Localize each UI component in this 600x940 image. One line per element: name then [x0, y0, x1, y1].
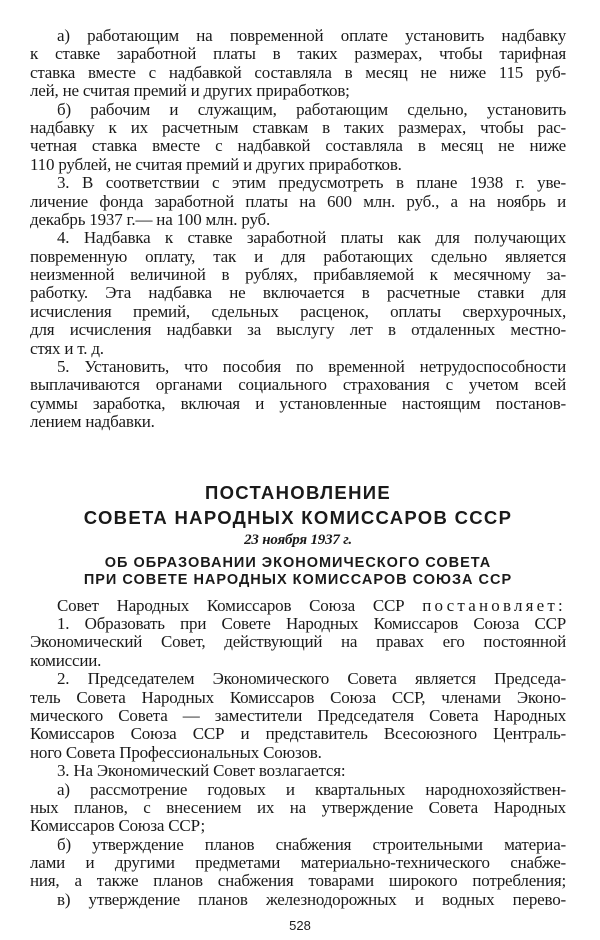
- text-line: четная ставка вместе с надбавкой составляла в месяц не ниже: [30, 136, 566, 156]
- page-number: 528: [289, 918, 311, 933]
- heading-title-line2: СОВЕТА НАРОДНЫХ КОМИССАРОВ СССР: [83, 506, 513, 528]
- text-line: Комиссаров Союза ССР;: [30, 816, 205, 836]
- text-line: а) работающим на повременной оплате установить надбавку: [57, 26, 566, 45]
- decree-heading: [30, 480, 566, 589]
- text-line: повременную оплату, так и для работающих сдельно является: [30, 246, 566, 266]
- text-line: в) утверждение планов железнодорожных и водных перево-: [57, 889, 566, 909]
- text-line: б) утверждение планов снабжения строительными материа-: [57, 834, 566, 854]
- heading-title-line1: ПОСТАНОВЛЕНИЕ: [205, 481, 391, 503]
- section-economic-council: [30, 597, 566, 910]
- text-line: тель Совета Народных Комиссаров Союза ССР, членами Эконо-: [30, 687, 566, 707]
- text-line: неизменной величиной в рублях, прибавляемой к месячному за-: [30, 265, 566, 285]
- text-line: 4. Надбавка к ставке заработной платы как для получающих: [57, 228, 566, 248]
- document-page: [30, 27, 566, 909]
- section-wage-supplement: [30, 27, 566, 432]
- text-line: ставка вместе с надбавкой составляла в месяц не ниже 115 руб-: [30, 62, 566, 82]
- heading-date: 23 ноября 1937 г.: [244, 531, 352, 548]
- text-line: лением надбавки.: [30, 412, 155, 432]
- preamble-line: [30, 597, 566, 615]
- section-economic-council-lines: [30, 615, 566, 909]
- text-line: выплачиваются органами социального страхования с учетом всей: [30, 375, 566, 395]
- text-line: 3. На Экономический Совет возлагается:: [57, 761, 346, 781]
- text-line: ного Совета Профессиональных Союзов.: [30, 742, 322, 762]
- text-line: стях и т. д.: [30, 338, 104, 358]
- heading-subtitle-line1: ОБ ОБРАЗОВАНИИ ЭКОНОМИЧЕСКОГО СОВЕТА: [104, 554, 492, 571]
- text-line: работку. Эта надбавка не включается в расчетные ставки для: [30, 283, 566, 303]
- text-line: ния, а также планов снабжения товарами широкого потребления;: [30, 871, 566, 891]
- text-line: 5. Установить, что пособия по временной нетрудоспособности: [57, 357, 566, 377]
- text-line: мического Совета — заместители Председателя Совета Народных: [30, 705, 566, 725]
- text-line: ных планов, с внесением их на утверждение Совета Народных: [30, 797, 566, 817]
- text-line: исчисления премий, сдельных расценок, оплаты сверхурочных,: [30, 301, 566, 321]
- text-line: а) рассмотрение годовых и квартальных народнохозяйствен-: [57, 779, 566, 799]
- text-line: личение фонда заработной платы на 600 млн. руб., а на ноябрь и: [30, 191, 566, 211]
- text-line: Комиссаров Союза ССР и представитель Всесоюзного Централь-: [30, 724, 566, 744]
- text-line: б) рабочим и служащим, работающим сдельно, установить: [57, 99, 566, 119]
- text-line: суммы заработка, включая и установленные настоящим постанов-: [30, 393, 566, 413]
- text-line: 110 рублей, не считая премий и других приработков.: [30, 154, 402, 174]
- preamble-text: Совет Народных Комиссаров Союза ССР: [57, 595, 405, 615]
- text-line: декабрь 1937 г.— на 100 млн. руб.: [30, 209, 271, 229]
- text-line: 2. Председателем Экономического Совета является Председа-: [57, 669, 566, 689]
- text-line: надбавку к их расчетным ставкам в таких размерах, чтобы рас-: [30, 117, 566, 137]
- text-line: лами и другими предметами материально-технического снабже-: [30, 853, 566, 873]
- text-line: для исчисления надбавки за выслугу лет в отдаленных местно-: [30, 320, 566, 340]
- text-line: комиссии.: [30, 650, 102, 670]
- text-line: 1. Образовать при Совете Народных Комиссаров Союза ССР: [57, 613, 566, 633]
- heading-subtitle-line2: ПРИ СОВЕТЕ НАРОДНЫХ КОМИССАРОВ СОЮЗА ССР: [83, 571, 513, 588]
- text-line: к ставке заработной платы в таких размерах, чтобы тарифная: [30, 44, 566, 64]
- preamble-resolves: постановляет:: [422, 595, 566, 615]
- text-line: 3. В соответствии с этим предусмотреть в плане 1938 г. уве-: [57, 173, 566, 193]
- text-line: лей, не считая премий и других приработков;: [30, 81, 350, 101]
- text-line: Экономический Совет, действующий на правах его постоянной: [30, 632, 566, 652]
